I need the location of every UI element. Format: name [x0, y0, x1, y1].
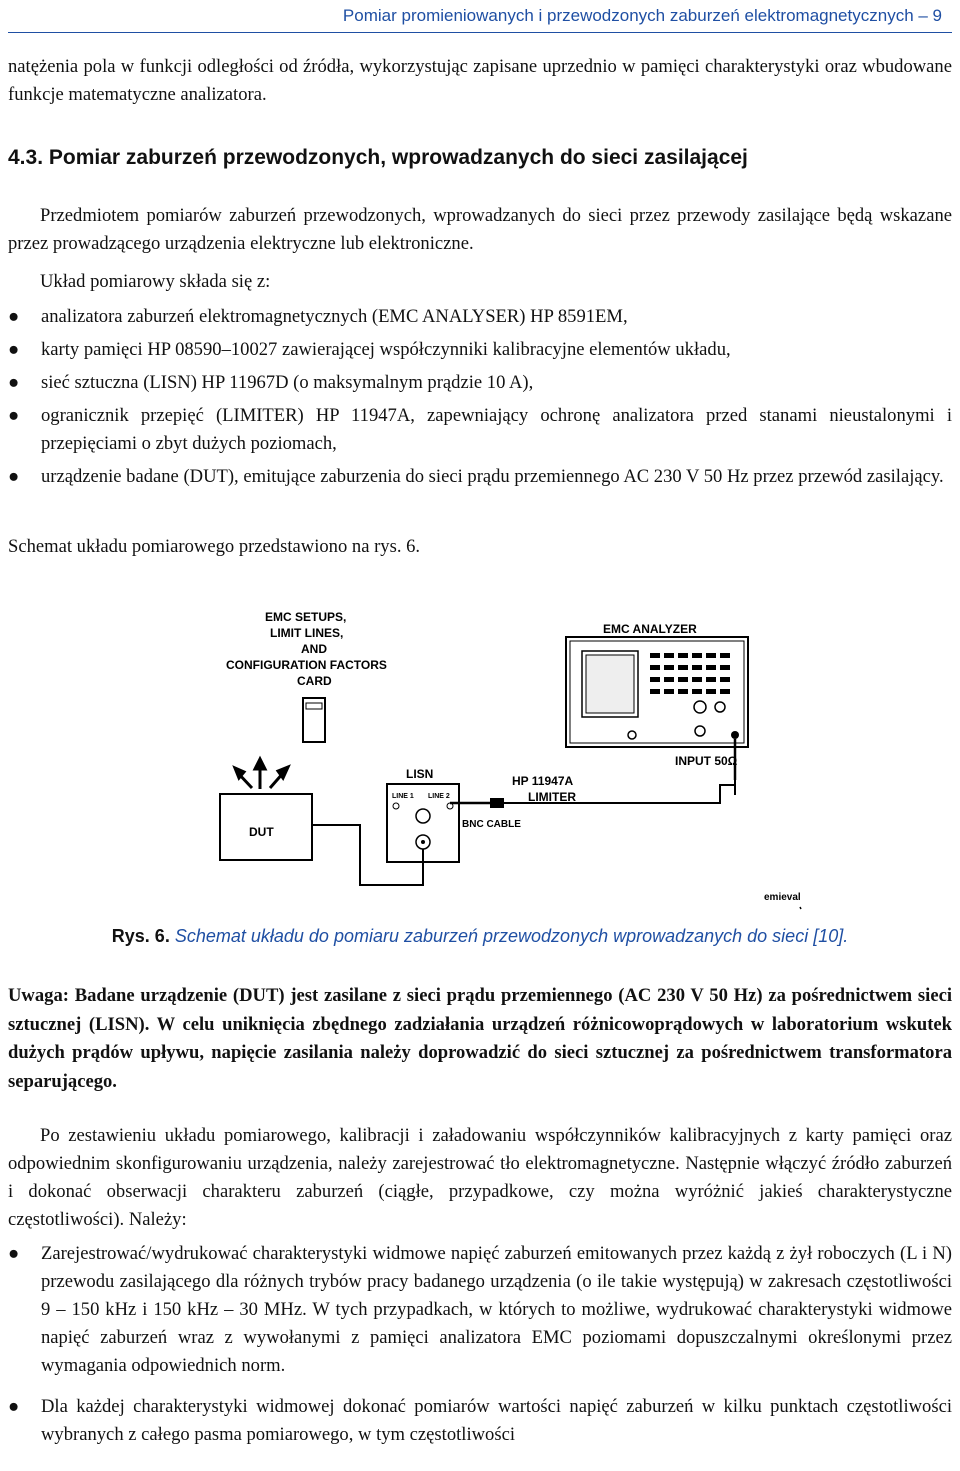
section-heading: 4.3. Pomiar zaburzeń przewodzonych, wprowadzanych do sieci zasilającej	[8, 146, 748, 169]
list-item: ● Dla każdej charakterystyki widmowej dokonać pomiarów wartości napięć zaburzeń w kilku punktach częstotliwości wybranych z całego pasma pomiarowego, w tym częstotliwości	[8, 1393, 952, 1449]
analyzer-label: EMC ANALYZER	[603, 622, 697, 636]
running-title: Pomiar promieniowanych i przewodzonych zaburzeń elektromagnetycznych – 9	[342, 6, 942, 25]
bullet-icon: ●	[8, 1243, 20, 1264]
caption-number: Rys. 6.	[111, 926, 170, 946]
bullet-icon: ●	[8, 1396, 20, 1417]
dut-label: DUT	[249, 825, 274, 839]
warning-note: Uwaga: Badane urządzenie (DUT) jest zasilane z sieci prądu przemiennego (AC 230 V 50 Hz) za pośrednictwem sieci sztucznej (LISN). W celu uniknięcia zbędnego zadziałania urządzeń różnicowoprądowych w laboratorium wskutek dużych prądów upływu, napięcie zasilania należy doprowadzić do sieci sztucznej za pośrednictwem transformatora separującego.	[8, 985, 952, 1092]
bullet-icon: ●	[8, 372, 20, 393]
lisn-label: LISN	[406, 767, 434, 781]
section-paragraph: Przedmiotem pomiarów zaburzeń przewodzonych, wprowadzanych do sieci przez przewody zasilające będą wskazane przez prowadzącego urządzenia elektryczne lub elektroniczne.	[8, 205, 952, 254]
bullet-icon: ●	[8, 339, 20, 360]
schema-reference: Schemat układu pomiarowego przedstawiono na rys. 6.	[8, 536, 421, 557]
caption-text: Schemat układu do pomiaru zaburzeń przewodzonych wprowadzanych do sieci [10].	[174, 926, 849, 946]
header-rule	[8, 32, 952, 33]
page-header	[8, 0, 952, 34]
list-item: ● karty pamięci HP 08590–10027 zawierającej współczynniki kalibracyjne elementów układu,	[8, 336, 952, 364]
measurement-setup-diagram	[160, 595, 820, 920]
lisn-port-1: LINE 1	[392, 793, 414, 800]
components-list	[8, 303, 952, 496]
card-label-5: CARD	[297, 674, 332, 688]
procedure-paragraph: Po zestawieniu układu pomiarowego, kalibracji i załadowaniu współczynników kalibracyjnych z karty pamięci oraz odpowiednim skonfigurowaniu urządzenia, należy zarejestrować tło elektromagnetyczne. Następnie włączyć źródło zaburzeń i dokonać obserwacji charakteru zaburzeń (ciągłe, przypadkowe, czy można wyróżnić jakieś charakterystyczne częstotliwości). Należy:	[8, 1125, 952, 1230]
bnc-label: BNC CABLE	[462, 819, 521, 830]
figure-caption	[8, 926, 952, 947]
lisn-port-2: LINE 2	[428, 793, 450, 800]
bullet-icon: ●	[8, 306, 20, 327]
memory-card-icon	[303, 698, 325, 742]
list-item: ● sieć sztuczna (LISN) HP 11967D (o maksymalnym prądzie 10 A),	[8, 369, 952, 397]
list-intro: Układ pomiarowy składa się z:	[40, 271, 271, 292]
card-label-4: CONFIGURATION FACTORS	[226, 658, 387, 672]
list-item: ● Zarejestrować/wydrukować charakterystyki widmowe napięć zaburzeń emitowanych przez każdą z żył roboczych (L i N) przewodu zasilającego dla różnych trybów pracy badanego urządzenia (o ile takie występują) w zakresach częstotliwości 9 – 150 kHz i 150 kHz – 30 MHz. W tych przypadkach, w których to możliwe, wydrukować charakterystyki widmowe napięć zaburzeń wraz z wywołanymi z pamięci analizatora EMC poziomami dopuszczalnymi określonymi przez wymagania odpowiednich norm.	[8, 1240, 952, 1380]
interference-arrows-icon	[235, 759, 288, 789]
limiter-label-1: HP 11947A	[512, 774, 574, 788]
card-label-1: EMC SETUPS,	[265, 610, 347, 624]
list-item: ● analizatora zaburzeń elektromagnetycznych (EMC ANALYSER) HP 8591EM,	[8, 303, 952, 331]
list-item: ● ogranicznik przepięć (LIMITER) HP 11947A, zapewniający ochronę analizatora przed stanami nieustalonymi i przepięciami o zbyt dużych poziomach,	[8, 402, 952, 458]
list-item: ● urządzenie badane (DUT), emitujące zaburzenia do sieci prądu przemiennego AC 230 V 50 Hz przez przewód zasilający.	[8, 463, 952, 491]
intro-paragraph: natężenia pola w funkcji odległości od źródła, wykorzystując zapisane uprzednio w pamięci charakterystyki oraz wbudowane funkcje matematyczne analizatora.	[8, 56, 952, 105]
input-label: INPUT 50Ω	[675, 754, 738, 768]
analyzer-device-icon	[566, 637, 748, 747]
brand-label: emieval	[764, 892, 801, 903]
card-label-2: LIMIT LINES,	[270, 626, 344, 640]
limiter-icon	[490, 798, 504, 808]
limiter-label-2: LIMITER	[528, 790, 576, 804]
bullet-icon: ●	[8, 466, 20, 487]
procedure-steps	[8, 1240, 952, 1454]
card-label-3: AND	[301, 642, 327, 656]
bullet-icon: ●	[8, 405, 20, 426]
